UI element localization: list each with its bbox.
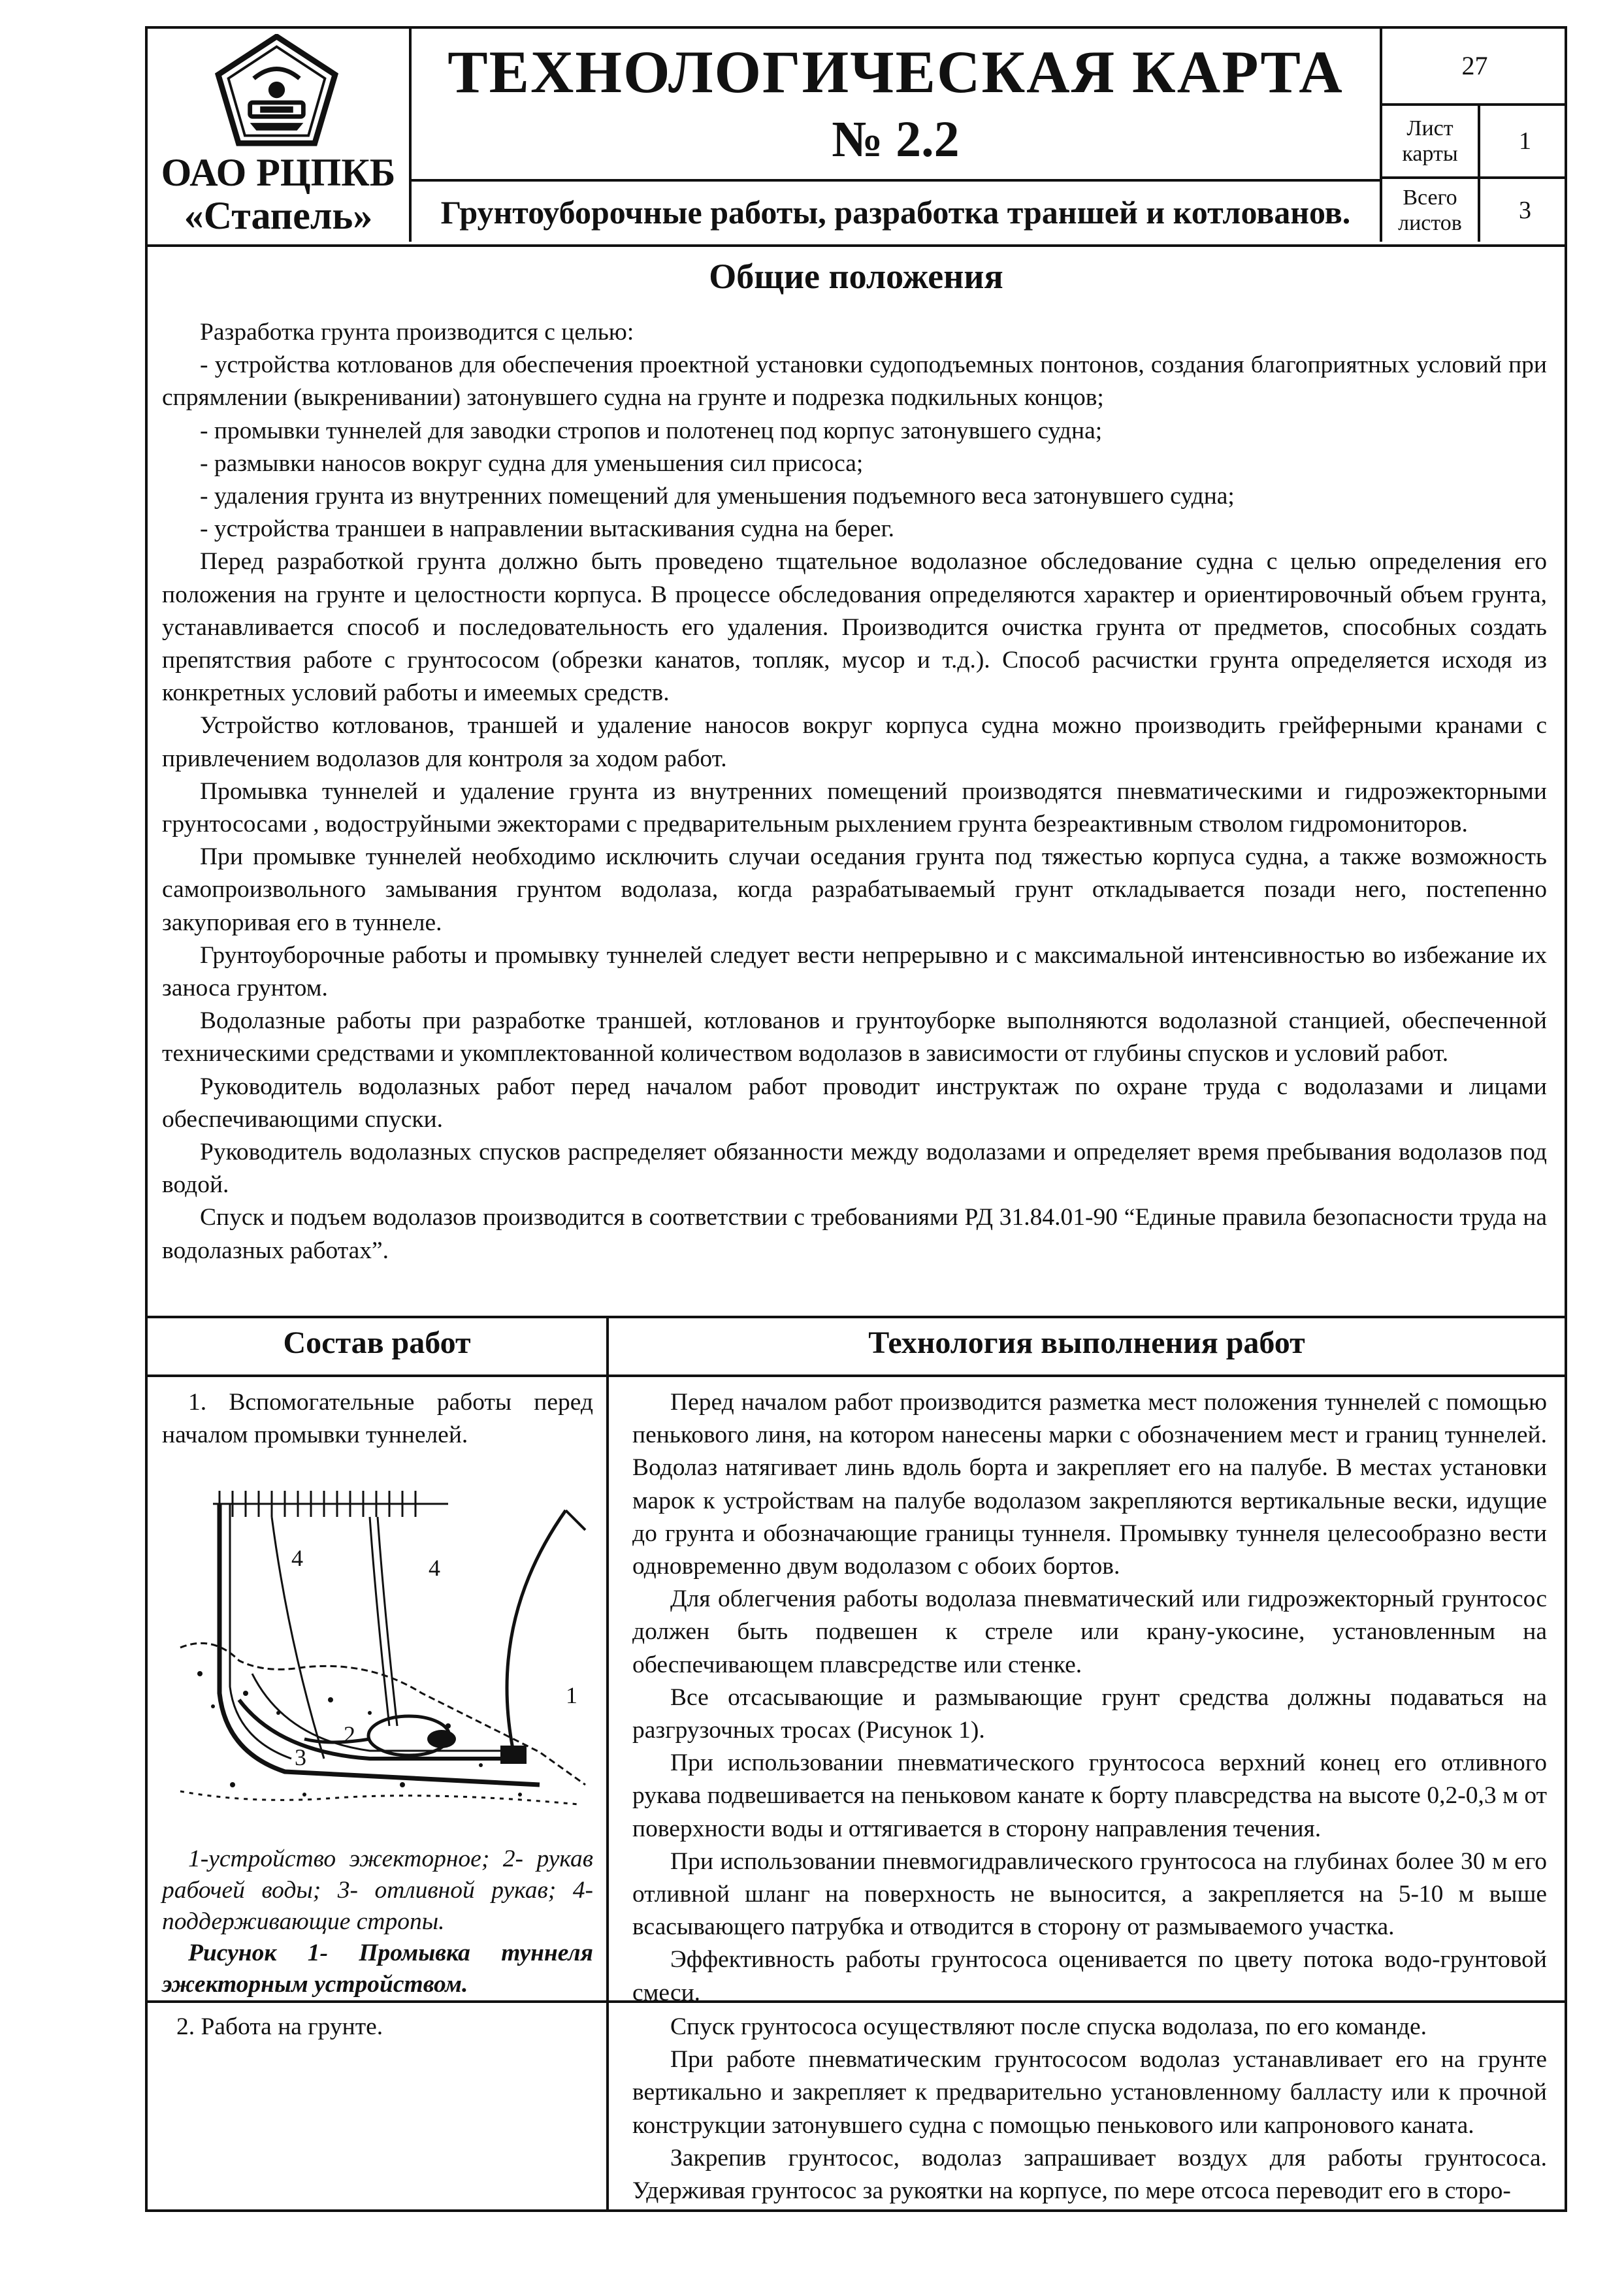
general-list-item: - устройства траншеи в направлении вытаскивания судна на берег. bbox=[200, 515, 895, 543]
card-subtitle: Грунтоуборочные работы, разработка траншей и котлованов. bbox=[440, 194, 1351, 231]
general-list-item: - удаления грунта из внутренних помещений для уменьшения подъемного веса затонувшего судна; bbox=[200, 483, 1235, 510]
tech-paragraph: При использовании пневмогидравлического грунтососа на глубинах более 30 м его отливной шланг на поверхность не выносится, а закрепляется на 5-10 м выше всасывающего патрубка и отводится в сторону от размываемого участка. bbox=[632, 1847, 1547, 1941]
tech-paragraph: Перед началом работ производится разметка мест положения туннелей с помощью пенькового линя, на котором нанесены марки с обозначением мест и границ туннелей. Водолаз натягивает линь вдоль борта и закрепляет его на палубе. В местах установки марок к устройствам на палубе водолазом закрепляются вертикальные вески, идущие до грунта и обозначающие границы туннеля. Промывку туннеля целесообразно вести одновременно двум водолазом с обоих бортов. bbox=[632, 1389, 1547, 1580]
logo-cell bbox=[148, 29, 412, 242]
row2-technology bbox=[632, 2011, 1547, 2207]
figure-legend: 1-устройство эжекторное; 2- рукав рабочей воды; 3- отливной рукав; 4- поддерживающие стропы. bbox=[162, 1846, 593, 1935]
table-top-rule bbox=[148, 1316, 1565, 1318]
general-paragraph: Руководитель водолазных работ перед началом работ проводит инструктаж по охране труда с водолазами и лицами обеспечивающими спуски. bbox=[162, 1073, 1547, 1133]
figure-caption bbox=[162, 1844, 593, 2000]
general-section-title: Общие положения bbox=[709, 257, 1003, 296]
table-row-divider bbox=[148, 2000, 1565, 2003]
sheet-label: Лист карты bbox=[1382, 106, 1480, 176]
tech-paragraph: При работе пневматическим грунтососом водолаз устанавливает его на грунте вертикально и закрепляет к предварительно установленному балласту или к прочной конструкции затонувшего судна с помощью пенькового или капронового каната. bbox=[632, 2046, 1547, 2139]
document-frame bbox=[145, 26, 1567, 2212]
total-sheets-row bbox=[1382, 179, 1567, 242]
tech-paragraph: Закрепив грунтосос, водолаз запрашивает воздух для работы грунтососа. Удерживая грунтосос за рукоятки на корпусе, по мере отсоса переводит его в сторо- bbox=[632, 2144, 1547, 2205]
general-paragraph: Разработка грунта производится с целью: bbox=[200, 319, 634, 346]
card-header bbox=[148, 29, 1565, 247]
general-paragraph: Перед разработкой грунта должно быть проведено тщательное водолазное обследование судна с целью определения его положения на грунте и целостности корпуса. В процессе обследования определяются характер и ориентировочный объем грунта, устанавливается способ и последовательность его удаления. Производится очистка грунта от предметов, способных создать препятствия работе с грунтососом (обрезки канатов, топляк, мусор и т.д.). Способ расчистки грунта определяется исходя из конкретных условий работы и имеемых средств. bbox=[162, 548, 1547, 707]
general-paragraph: Грунтоуборочные работы и промывку туннелей следует вести непрерывно и с максимальной интенсивностью во избежание их заноса грунтом. bbox=[162, 941, 1547, 1002]
figure-title: Рисунок 1- Промывка туннеля эжекторным устройством. bbox=[162, 1940, 593, 1998]
row1-work-title: 1. Вспомогательные работы перед началом промывки туннелей. bbox=[162, 1389, 593, 1448]
row1-technology bbox=[632, 1386, 1547, 2009]
sheet-value: 1 bbox=[1519, 127, 1531, 155]
general-paragraph: Руководитель водолазных спусков распределяет обязанности между водолазами и определяет время пребывания водолазов под водой. bbox=[162, 1139, 1547, 1199]
card-number: № 2.2 bbox=[832, 110, 960, 167]
card-title: ТЕХНОЛОГИЧЕСКАЯ КАРТА bbox=[447, 39, 1344, 105]
tech-paragraph: Эффективность работы грунтососа оценивается по цвету потока водо-грунтовой смеси. bbox=[632, 1946, 1547, 2006]
sheet-row bbox=[1382, 106, 1567, 179]
tech-paragraph: Спуск грунтососа осуществляют после спуска водолаза, по его команде. bbox=[670, 2013, 1427, 2040]
table-column-divider bbox=[606, 1316, 609, 2212]
figure-label-4: 4 bbox=[291, 1545, 303, 1571]
general-list-item: - размывки наносов вокруг судна для уменьшения сил присоса; bbox=[200, 449, 864, 477]
figure-label-1: 1 bbox=[566, 1682, 577, 1708]
general-paragraph: Спуск и подъем водолазов производится в соответствии с требованиями РД 31.84.01-90 “Единые правила безопасности труда на водолазных работах”. bbox=[162, 1204, 1547, 1264]
tech-paragraph: При использовании пневматического грунтососа верхний конец его отливного рукава подвешивается на пеньковом канате к борту плавсредства на высоте 0,2-0,3 м от поверхности воды и оттягивается в сторону направления течения. bbox=[632, 1749, 1547, 1842]
card-subtitle-cell bbox=[412, 179, 1380, 244]
col-header-work-composition: Состав работ bbox=[283, 1325, 471, 1360]
figure-label-2: 2 bbox=[344, 1721, 355, 1748]
general-list-item: - устройства котлованов для обеспечения проектной установки судоподъемных понтонов, создания благоприятных условий при спрямлении (выкренивании) затонувшего судна на грунте и подрезка подкильных концов; bbox=[162, 351, 1547, 412]
tech-paragraph: Все отсасывающие и размывающие грунт средства должны подаваться на разгрузочных тросах (Рисунок 1). bbox=[632, 1683, 1547, 1744]
figure-label-4: 4 bbox=[429, 1555, 440, 1581]
general-list-item: - промывки туннелей для заводки стропов и полотенец под корпус затонувшего судна; bbox=[200, 417, 1103, 444]
title-cell bbox=[412, 29, 1380, 242]
org-name-line1: ОАО РЦПКБ bbox=[161, 151, 396, 194]
total-sheets-value: 3 bbox=[1519, 197, 1531, 224]
meta-cell bbox=[1380, 29, 1567, 242]
figure-label-3: 3 bbox=[295, 1744, 306, 1770]
company-logo-icon bbox=[213, 34, 340, 148]
tech-paragraph: Для облегчения работы водолаза пневматический или гидроэжекторный грунтосос должен быть подвешен к стреле или крану-укосине, установленным на обеспечивающем плавсредстве или стенке. bbox=[632, 1586, 1547, 1678]
table-header-rule bbox=[148, 1374, 1565, 1377]
org-name-line2: «Стапель» bbox=[184, 194, 373, 237]
general-paragraph: Водолазные работы при разработке траншей, котлованов и грунтоуборке выполняются водолазной станцией, обеспеченной техническими средствами и укомплектованной количеством водолазов в зависимости от глубины спусков и условий работ. bbox=[162, 1007, 1547, 1067]
general-paragraph: При промывке туннелей необходимо исключить случаи оседания грунта под тяжестью корпуса судна, а также возможность самопроизвольного замывания грунтом водолаза, когда разрабатываемый грунт откладывается позади него, постепенно закупоривая его в туннеле. bbox=[162, 843, 1547, 936]
col-header-work-technology: Технология выполнения работ bbox=[868, 1325, 1305, 1360]
general-section-body bbox=[162, 316, 1547, 1267]
page-number: 27 bbox=[1382, 29, 1567, 106]
general-paragraph: Промывка туннелей и удаление грунта из внутренних помещений производятся пневматическими и гидроэжекторными грунтососами , водоструйными эжекторами с предварительным рыхлением грунта безреактивным стволом гидромониторов. bbox=[162, 777, 1547, 838]
row2-work-title: 2. Работа на грунте. bbox=[176, 2013, 383, 2040]
tunnel-washing-figure bbox=[174, 1478, 592, 1830]
total-sheets-label: Всего листов bbox=[1382, 179, 1480, 242]
general-paragraph: Устройство котлованов, траншей и удаление наносов вокруг корпуса судна можно производить грейферными кранами с привлечением водолазов для контроля за ходом работ. bbox=[162, 712, 1547, 772]
